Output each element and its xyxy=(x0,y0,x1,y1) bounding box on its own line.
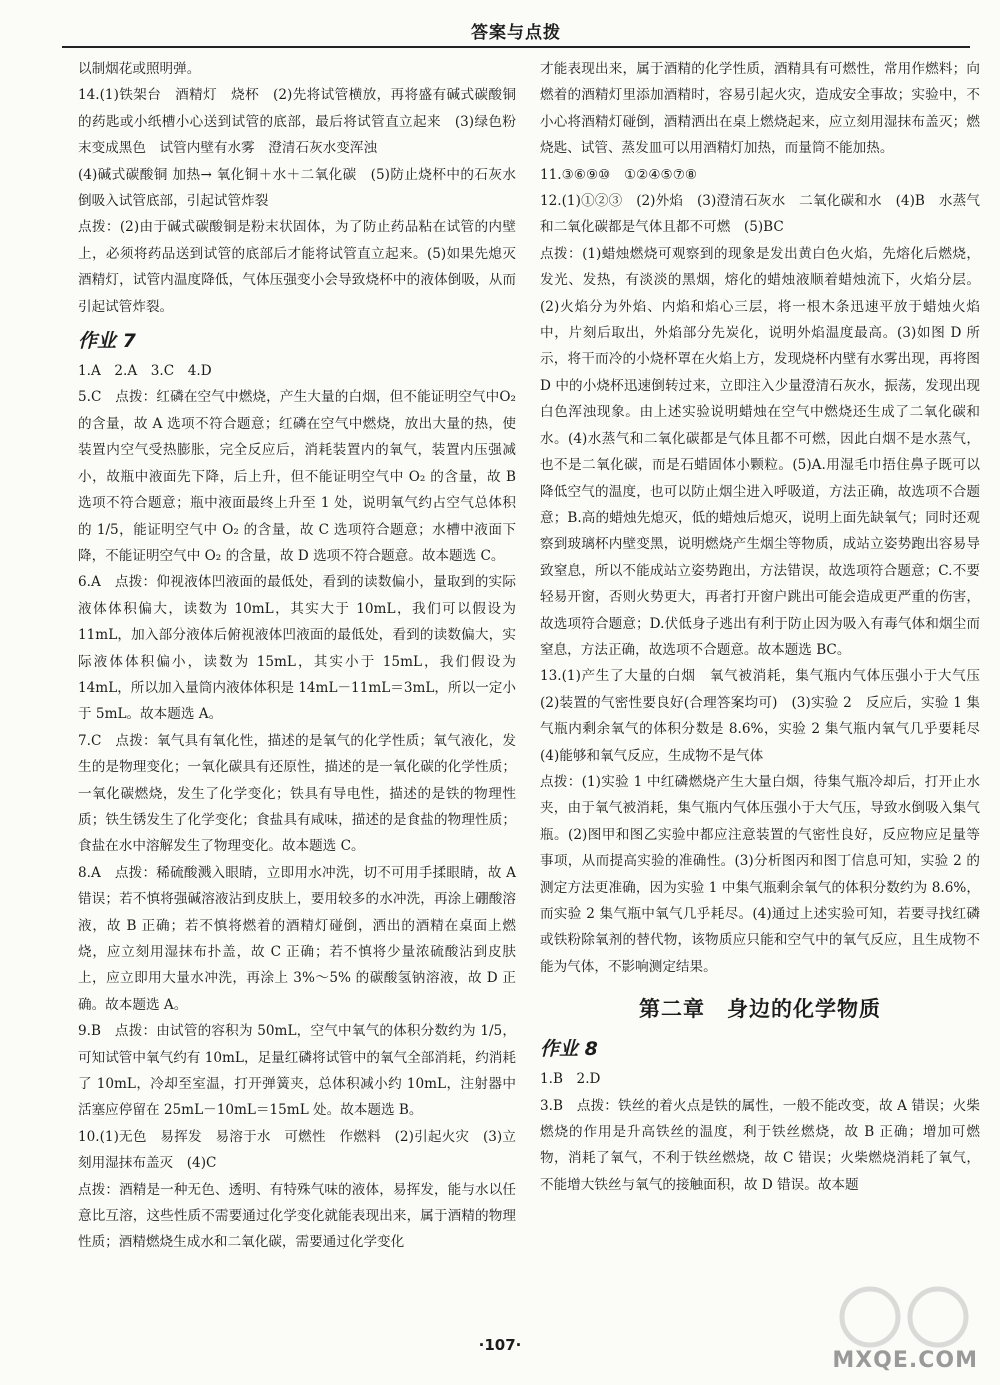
left-column xyxy=(78,56,516,1256)
answer-6: 6.A 点拨：仰视液体凹液面的最低处，看到的读数偏小，量取到的实际液体体积偏大，读数为 10mL，其实大于 10mL，我们可以假设为 11mL，加入部分液体后俯视液体凹液面的最低处，看到的读数偏大，实际液体体积偏小，读数为 15mL，其实小于 15mL，我们假设为 14mL，所以加入量筒内液体体积是 14mL－11mL＝3mL，所以一定小于 5mL。故本题选 A。 xyxy=(78,574,516,723)
hint-12: 点拨：(1)蜡烛燃烧可观察到的现象是发出黄白色火焰，先熔化后燃烧，发光、发热，有淡淡的黑烟，熔化的蜡烛液顺着蜡烛流下，火焰分层。(2)火焰分为外焰、内焰和焰心三层，将一根木条迅速平放于蜡烛火焰中，片刻后取出，外焰部分先炭化，说明外焰温度最高。(3)如图 D 所示，将干而冷的小烧杯罩在火焰上方，发现烧杯内壁有水雾出现，再将图 D 中的小烧杯迅速倒转过来，立即注入少量澄清石灰水，振荡，发现出现白色浑浊现象。由上述实验说明蜡烛在空气中燃烧还生成了二氧化碳和水。(4)水蒸气和二氧化碳都是气体且都不可燃，因此白烟不是水蒸气，也不是二氧化碳，而是石蜡固体小颗粒。(5)A.用湿毛巾捂住鼻子既可以降低空气的温度，也可以防止烟尘进入呼吸道，方法正确，故选项不合题意；B.高的蜡烛先熄灭，低的蜡烛后熄灭，说明上面先缺氧气；同时还观察到玻璃杯内壁变黑，说明燃烧产生烟尘等物质，成站立姿势跑出容易导致窒息，所以不能成站立姿势跑出，方法错误，故选项符合题意；C.不要轻易开窗，否则火势更大，再者打开窗户跳出可能会造成更严重的伤害，故选项符合题意；D.伏低身子逃出有利于防止因为吸入有毒气体和烟尘而窒息，方法正确，故选项不合题意。故本题选 BC。 xyxy=(540,245,980,658)
paragraph: 以制烟花或照明弹。 xyxy=(78,61,201,77)
answer-10: 10.(1)无色 易挥发 易溶于水 可燃性 作燃料 (2)引起火灾 (3)立刻用湿抹布盖灭 (4)C xyxy=(78,1128,516,1172)
answer-7: 7.C 点拨：氧气具有氧化性，描述的是氧气的化学性质；氧气液化，发生的是物理变化；一氧化碳具有还原性，描述的是一氧化碳的化学性质；一氧化碳燃烧，发生了化学变化；铁具有导电性，描述的是铁的物理性质；铁生锈发生了化学变化；食盐具有咸味，描述的是食盐的物理性质；食盐在水中溶解发生了物理变化。故本题选 C。 xyxy=(78,732,516,855)
answer-12: 12.(1)①②③ (2)外焰 (3)澄清石灰水 二氧化碳和水 (4)B 水蒸气和二氧化碳都是气体且都不可燃 (5)BC xyxy=(540,193,980,236)
answer-5: 5.C 点拨：红磷在空气中燃烧，产生大量的白烟，但不能证明空气中O₂的含量，故 A 选项不符合题意；红磷在空气中燃烧，放出大量的热，使装置内空气受热膨胀，完全反应后，消耗装置内的氧气，装置内压强减小，故瓶中液面先下降，后上升，但不能证明空气中 O₂ 的含量，故 B 选项不符合题意；瓶中液面最终上升至 1 处，说明氧气约占空气总体积的 1/5，能证明空气中 O₂ 的含量，故 C 选项符合题意；水槽中液面下降，不能证明空气中 O₂ 的含量，故 D 选项不符合题意。故本题选 C。 xyxy=(78,389,516,564)
section-heading-8: 作业 8 xyxy=(540,1038,598,1061)
right-column xyxy=(540,56,994,1198)
hint-14: 点拨：(2)由于碱式碳酸铜是粉末状固体，为了防止药品粘在试管的内壁上，必须将药品送到试管的底部后才能将试管直立起来。(5)如果先熄灭酒精灯，试管内温度降低，气体压强变小会导致烧杯中的液体倒吸，从而引起试管炸裂。 xyxy=(78,219,516,315)
page-header xyxy=(62,18,970,48)
hint-10: 点拨：酒精是一种无色、透明、有特殊气味的液体，易挥发，能与水以任意比互溶，这些性质不需要通过化学变化就能表现出来，属于酒精的物理性质；酒精燃烧生成水和二氧化碳，需要通过化学变化 xyxy=(78,1181,516,1251)
watermark-text: MXQE.COM xyxy=(832,1348,978,1373)
answer-13: 13.(1)产生了大量的白烟 氧气被消耗，集气瓶内气体压强小于大气压 (2)装置的气密性要良好(合理答案均可) (3)实验 2 反应后，实验 1 集气瓶内剩余氧气的体积分数是 8.6%，实验 2 集气瓶内氧气几乎要耗尽 (4)能够和氧气反应，生成物不是气体 xyxy=(540,668,994,764)
answer-11: 11.③⑥⑨⑩ ①②④⑤⑦⑧ xyxy=(540,166,698,183)
answer-9: 9.B 点拨：由试管的容积为 50mL，空气中氧气的体积分数约为 1/5，可知试管中氧气约有 10mL，足量红磷将试管中的氧气全部消耗，约消耗了 10mL，冷却至室温，打开弹簧夹，总体积减小约 10mL，注射器中活塞应停留在 25mL－10mL＝15mL 处。故本题选 B。 xyxy=(78,1023,516,1119)
page-number: ·107· xyxy=(478,1336,522,1354)
hint-13: 点拨：(1)实验 1 中红磷燃烧产生大量白烟，待集气瓶冷却后，打开止水夹，由于氧气被消耗，集气瓶内气体压强小于大气压，导致水倒吸入集气瓶。(2)图甲和图乙实验中都应注意装置的气密性良好，反应物应足量等事项，从而提高实验的准确性。(3)分析图丙和图丁信息可知，实验 2 的测定方法更准确，因为实验 1 中集气瓶剩余氧气的体积分数约为 8.6%，而实验 2 集气瓶中氧气几乎耗尽。(4)通过上述实验可知，若要寻找红磷或铁粉除氧剂的替代物，该物质应只能和空气中的氧气反应，且生成物不能为气体，不影响测定结果。 xyxy=(540,773,980,975)
chapter-title: 第二章 身边的化学物质 xyxy=(639,997,881,1022)
answer-3: 3.B 点拨：铁丝的着火点是铁的属性，一般不能改变，故 A 错误；火柴燃烧的作用是升高铁丝的温度，利于铁丝燃烧，故 B 正确；增加可燃物，消耗了氧气，不利于铁丝燃烧，故 C 错误；火柴燃烧消耗了氧气，不能增大铁丝与氧气的接触面积，故 D 错误。故本题 xyxy=(540,1097,980,1193)
answer-8: 8.A 点拨：稀硫酸溅入眼睛，立即用水冲洗，切不可用手揉眼睛，故 A 错误；若不慎将强碱溶液沾到皮肤上，要用较多的水冲洗，再涂上硼酸溶液，故 B 正确；若不慎将燃着的酒精灯碰倒，洒出的酒精在桌面上燃烧，应立刻用湿抹布扑盖，故 C 正确；若不慎将少量浓硫酸沾到皮肤上，应立即用大量水冲洗，再涂上 3%～5% 的碳酸氢钠溶液，故 D 正确。故本题选 A。 xyxy=(78,864,516,1013)
answer-14-part4: (4)碱式碳酸铜 加热→ 氧化铜＋水＋二氧化碳 (5)防止烧杯中的石灰水倒吸入试管底部，引起试管炸裂 xyxy=(78,166,516,210)
header-title: 答案与点拨 xyxy=(471,23,561,43)
answer-14: 14.(1)铁架台 酒精灯 烧杯 (2)先将试管横放，再将盛有碱式碳酸铜的药匙或小纸槽小心送到试管的底部，最后将试管直立起来 (3)绿色粉末变成黑色 试管内壁有水雾 澄清石灰水变浑浊 xyxy=(78,87,516,157)
paragraph: 才能表现出来，属于酒精的化学性质，酒精具有可燃性，常用作燃料；向燃着的酒精灯里添加酒精时，容易引起火灾，造成安全事故；实验中，不小心将酒精灯碰倒，酒精洒出在桌上燃烧起来，应立刻用湿抹布盖灭；燃烧匙、试管、蒸发皿可以用酒精灯加热，而量筒不能加热。 xyxy=(540,61,980,157)
answers-1-2: 1.B 2.D xyxy=(540,1071,601,1088)
answers-1-4: 1.A 2.A 3.C 4.D xyxy=(78,363,212,380)
section-heading-7: 作业 7 xyxy=(78,330,136,353)
